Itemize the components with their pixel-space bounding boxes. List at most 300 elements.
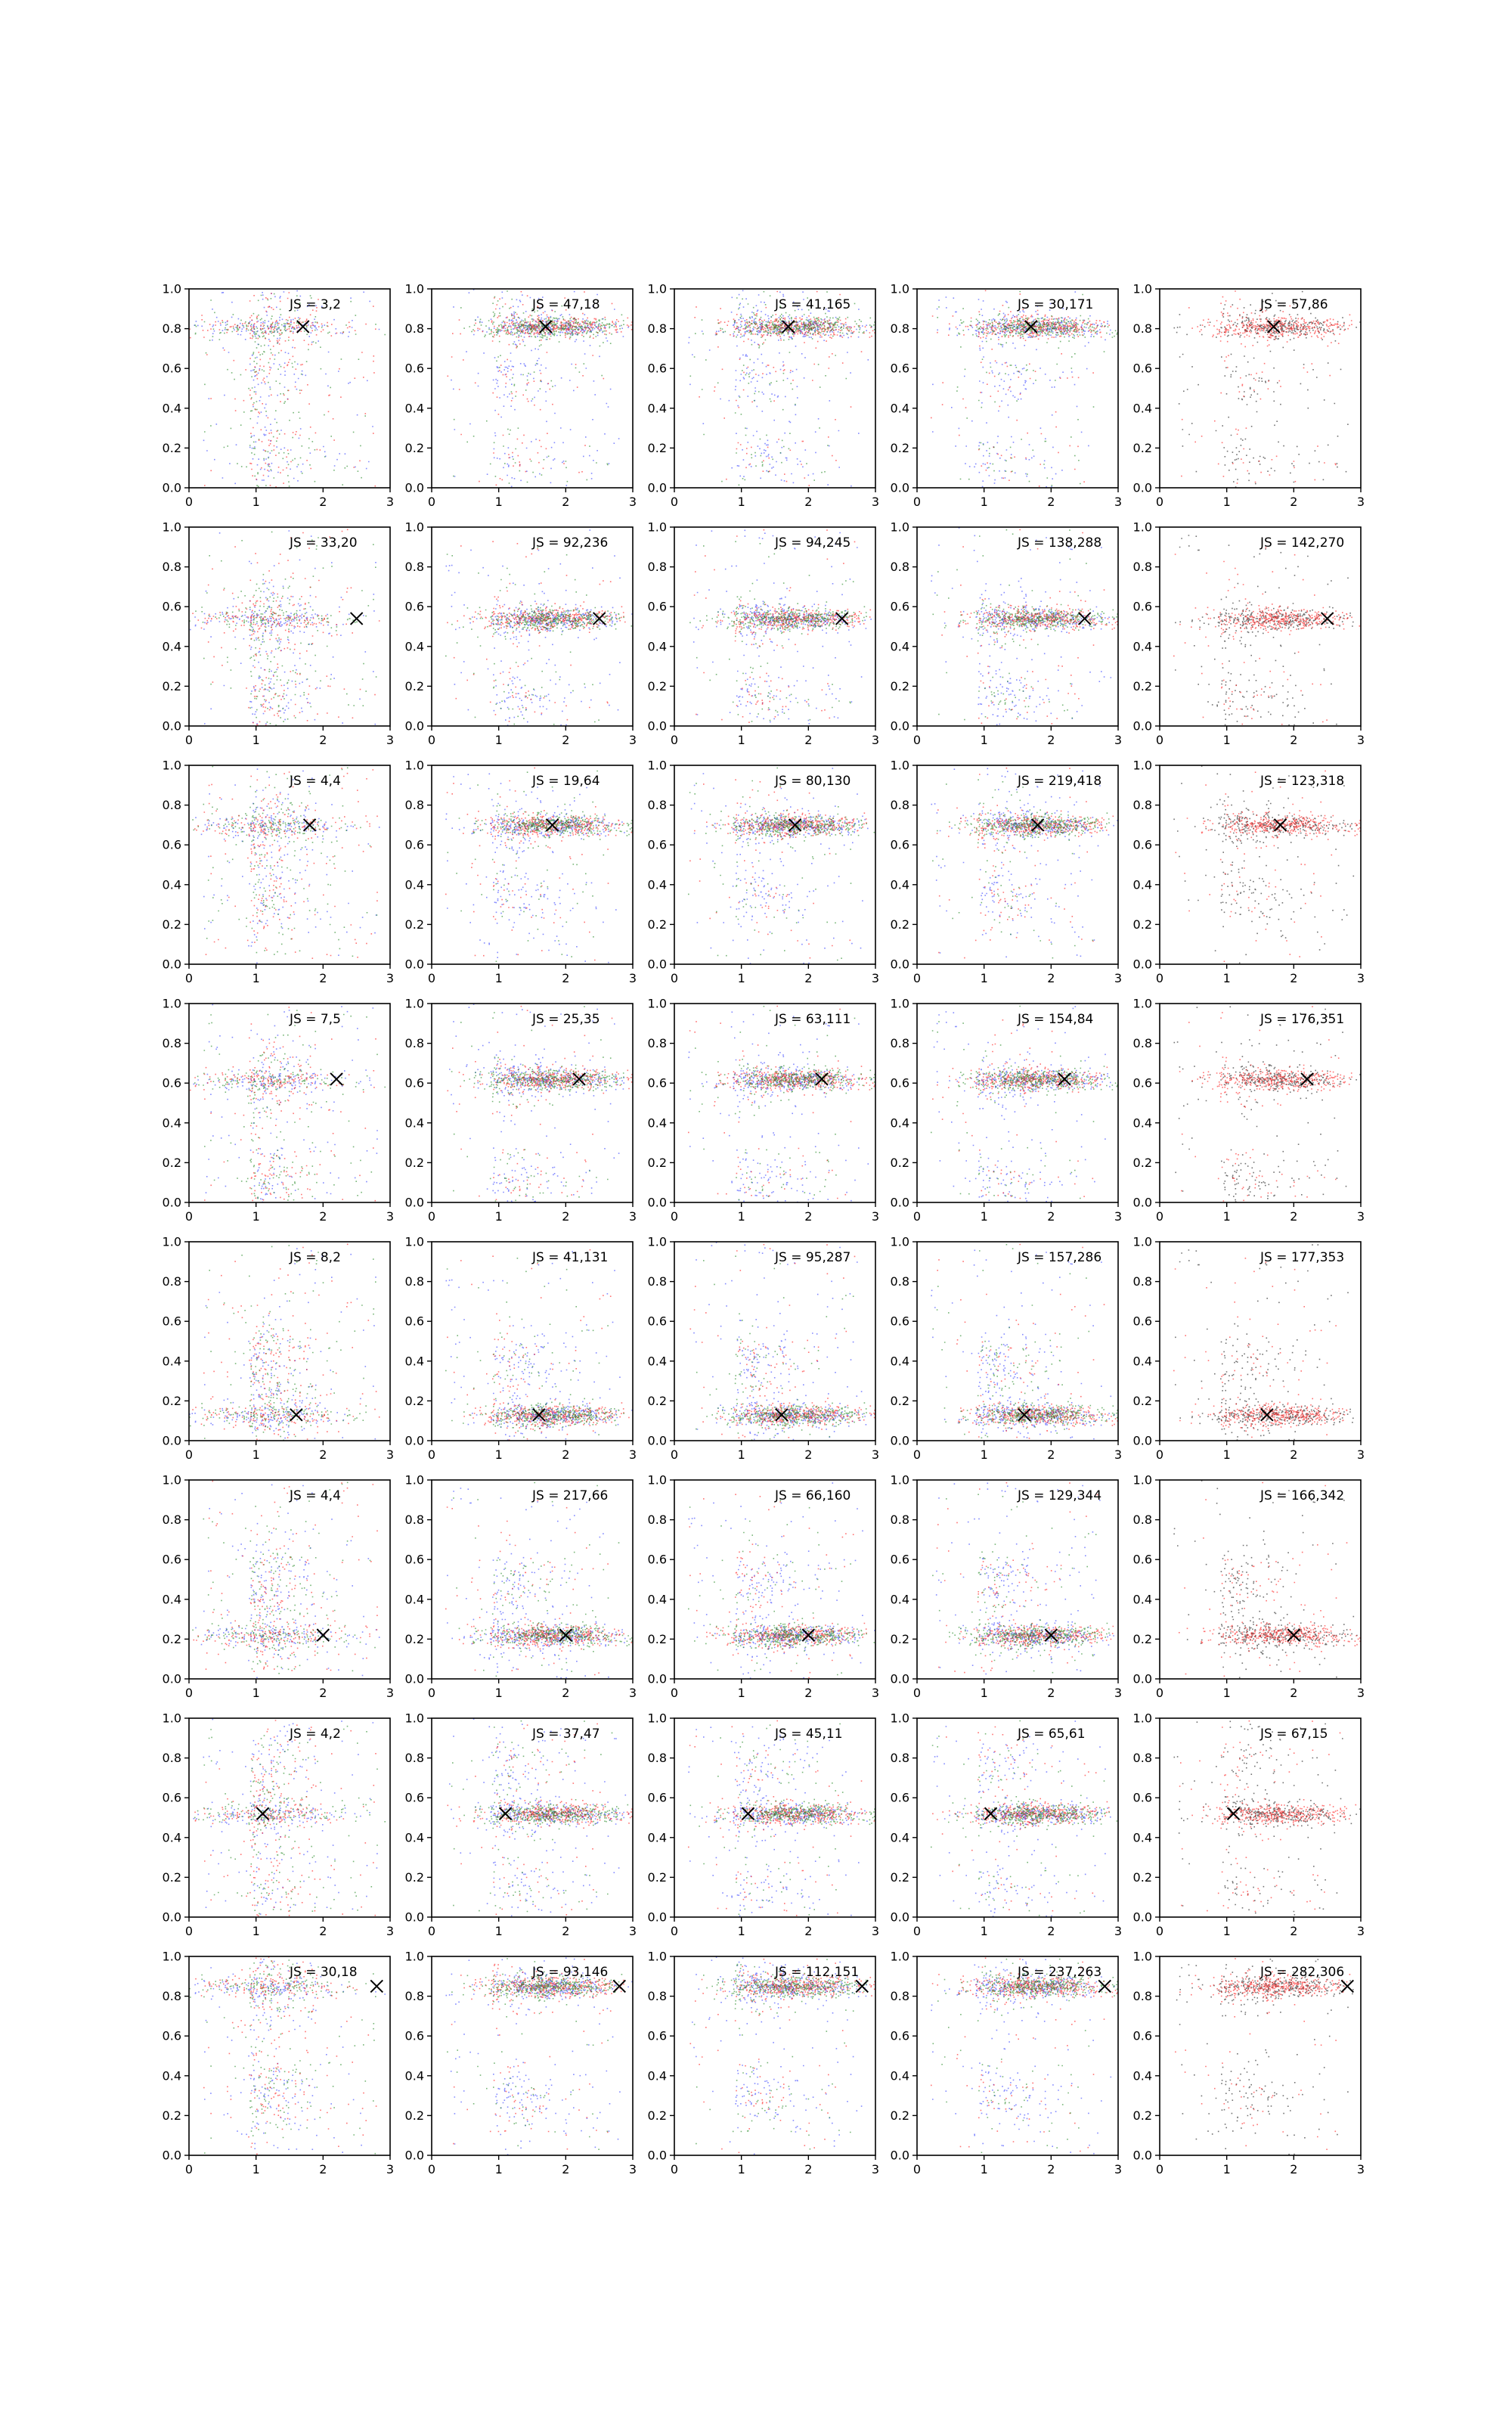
y-tick-label: 0.0 [647,1195,667,1210]
y-tick-label: 0.8 [162,1036,181,1051]
y-tick-label: 0.0 [647,957,667,972]
x-tick-label: 0 [670,2162,679,2176]
y-tick-label: 0.4 [890,1592,909,1607]
x-tick-label: 0 [912,1447,922,1462]
y-tick-label: 1.0 [890,1711,909,1726]
y-tick-label: 0.0 [404,718,424,734]
x-tick-label: 3 [386,971,395,985]
x-tick-label: 1 [494,1686,503,1700]
x-tick-label: 0 [670,1447,679,1462]
js-annotation: JS = 66,160 [775,1488,851,1503]
y-tick-label: 1.0 [162,1472,181,1488]
y-tick-label: 1.0 [647,1711,667,1726]
y-tick-label: 0.6 [647,1552,667,1567]
x-tick-label: 1 [737,971,745,985]
x-tick-label: 2 [562,495,570,509]
x-tick-label: 2 [562,1209,570,1224]
y-tick-label: 0.6 [647,2028,667,2043]
y-tick-label: 1.0 [162,758,181,773]
y-tick-label: 0.6 [404,1552,424,1567]
x-tick-label: 0 [427,1924,436,1938]
y-tick-label: 0.0 [647,1910,667,1925]
x-tick-label: 1 [1222,971,1231,985]
y-tick-label: 0.2 [647,1393,667,1408]
y-tick-label: 0.4 [404,401,424,416]
y-tick-label: 0.4 [404,877,424,892]
y-tick-label: 1.0 [404,1949,424,1964]
y-tick-label: 0.2 [1132,1393,1152,1408]
x-tick-label: 3 [1114,1447,1123,1462]
x-tick-label: 3 [386,733,395,747]
js-annotation: JS = 142,270 [1260,535,1345,551]
y-tick-label: 0.8 [1132,560,1152,575]
y-tick-label: 0.4 [162,1830,181,1845]
y-tick-label: 0.4 [890,401,909,416]
y-tick-label: 0.0 [162,1671,181,1686]
x-tick-label: 3 [871,1447,880,1462]
y-tick-label: 0.8 [1132,1989,1152,2004]
y-tick-label: 0.2 [162,1155,181,1170]
x-tick-label: 0 [912,1686,922,1700]
y-tick-label: 0.0 [162,718,181,734]
y-tick-label: 0.6 [1132,1075,1152,1091]
x-tick-label: 3 [1356,1447,1365,1462]
y-tick-label: 0.8 [890,1274,909,1289]
y-tick-label: 0.6 [647,599,667,614]
x-tick-label: 1 [252,971,260,985]
y-tick-label: 0.6 [162,837,181,852]
y-tick-label: 0.0 [404,480,424,495]
y-tick-label: 1.0 [162,1711,181,1726]
js-annotation: JS = 80,130 [775,774,851,789]
x-tick-label: 1 [980,495,988,509]
y-tick-label: 0.4 [404,2068,424,2083]
y-tick-label: 0.6 [162,1314,181,1329]
x-tick-label: 1 [980,1209,988,1224]
x-tick-label: 1 [980,971,988,985]
x-tick-label: 0 [184,1686,194,1700]
x-tick-label: 3 [1114,971,1123,985]
y-tick-label: 0.4 [404,1115,424,1131]
y-tick-label: 0.6 [162,1075,181,1091]
y-tick-label: 1.0 [890,281,909,296]
y-tick-label: 0.8 [890,1512,909,1528]
x-tick-label: 1 [494,1924,503,1938]
y-tick-label: 0.8 [647,1274,667,1289]
y-tick-label: 0.4 [647,2068,667,2083]
x-tick-label: 2 [1290,1447,1298,1462]
x-tick-label: 2 [804,1209,813,1224]
x-tick-label: 1 [1222,1924,1231,1938]
x-tick-label: 2 [1047,2162,1055,2176]
y-tick-label: 0.0 [890,1671,909,1686]
x-tick-label: 2 [319,1924,327,1938]
x-tick-label: 1 [737,2162,745,2176]
y-tick-label: 0.0 [647,480,667,495]
y-tick-label: 1.0 [404,1472,424,1488]
x-tick-label: 3 [871,733,880,747]
y-tick-label: 1.0 [162,1234,181,1249]
x-tick-label: 3 [1114,1924,1123,1938]
x-tick-label: 0 [1155,495,1164,509]
x-tick-label: 3 [628,2162,637,2176]
y-tick-label: 0.6 [647,361,667,376]
js-annotation: JS = 8,2 [290,1250,341,1265]
y-tick-label: 0.8 [890,1989,909,2004]
y-tick-label: 0.0 [162,1910,181,1925]
x-tick-label: 1 [737,1209,745,1224]
y-tick-label: 0.4 [647,639,667,654]
y-tick-label: 0.8 [647,1512,667,1528]
y-tick-label: 0.2 [890,1393,909,1408]
x-tick-label: 3 [628,1924,637,1938]
y-tick-label: 0.8 [647,1989,667,2004]
y-tick-label: 0.6 [890,1314,909,1329]
x-tick-label: 2 [1047,733,1055,747]
y-tick-label: 0.0 [1132,1195,1152,1210]
x-tick-label: 3 [871,971,880,985]
y-tick-label: 0.0 [890,1910,909,1925]
x-tick-label: 1 [252,733,260,747]
y-tick-label: 0.4 [162,877,181,892]
y-tick-label: 0.0 [1132,2148,1152,2163]
y-tick-label: 0.6 [647,837,667,852]
y-tick-label: 0.2 [647,678,667,693]
y-tick-label: 0.2 [404,2108,424,2123]
x-tick-label: 1 [737,733,745,747]
y-tick-label: 0.6 [890,1552,909,1567]
x-tick-label: 0 [427,971,436,985]
js-annotation: JS = 157,286 [1018,1250,1102,1265]
x-tick-label: 0 [184,1447,194,1462]
js-annotation: JS = 217,66 [532,1488,609,1503]
x-tick-label: 2 [562,1924,570,1938]
x-tick-label: 2 [1290,1686,1298,1700]
y-tick-label: 1.0 [647,1472,667,1488]
x-tick-label: 0 [912,495,922,509]
y-tick-label: 0.2 [647,1869,667,1885]
y-tick-label: 0.2 [404,678,424,693]
x-tick-label: 3 [1356,495,1365,509]
x-tick-label: 3 [871,1209,880,1224]
x-tick-label: 1 [1222,2162,1231,2176]
y-tick-label: 0.8 [890,1751,909,1766]
y-tick-label: 0.2 [890,440,909,455]
x-tick-label: 3 [1356,1209,1365,1224]
x-tick-label: 0 [1155,1686,1164,1700]
x-tick-label: 3 [386,2162,395,2176]
y-tick-label: 0.2 [1132,1631,1152,1646]
x-tick-label: 1 [980,1447,988,1462]
y-tick-label: 0.2 [647,917,667,932]
y-tick-label: 1.0 [1132,1711,1152,1726]
js-annotation: JS = 37,47 [532,1727,600,1742]
x-tick-label: 0 [670,733,679,747]
y-tick-label: 1.0 [890,520,909,535]
y-tick-label: 0.6 [890,1075,909,1091]
js-annotation: JS = 92,236 [532,535,609,551]
x-tick-label: 3 [871,1924,880,1938]
x-tick-label: 0 [184,733,194,747]
y-tick-label: 0.6 [404,1790,424,1805]
y-tick-label: 0.0 [404,2148,424,2163]
y-tick-label: 0.6 [890,361,909,376]
x-tick-label: 1 [1222,1209,1231,1224]
y-tick-label: 1.0 [162,520,181,535]
y-tick-label: 0.0 [162,957,181,972]
y-tick-label: 0.8 [162,560,181,575]
x-tick-label: 2 [804,1686,813,1700]
js-annotation: JS = 63,111 [775,1012,851,1027]
y-tick-label: 1.0 [647,281,667,296]
y-tick-label: 1.0 [404,996,424,1011]
y-tick-label: 0.8 [890,798,909,813]
x-tick-label: 2 [804,2162,813,2176]
x-tick-label: 3 [628,971,637,985]
x-tick-label: 0 [1155,1209,1164,1224]
y-tick-label: 0.2 [404,1393,424,1408]
x-tick-label: 2 [562,1686,570,1700]
js-annotation: JS = 94,245 [775,535,851,551]
x-tick-label: 2 [562,2162,570,2176]
y-tick-label: 0.8 [404,321,424,337]
x-tick-label: 2 [562,733,570,747]
x-tick-label: 2 [804,733,813,747]
js-annotation: JS = 67,15 [1260,1727,1328,1742]
x-tick-label: 2 [1047,1686,1055,1700]
x-tick-label: 3 [1114,733,1123,747]
js-annotation: JS = 112,151 [775,1965,860,1980]
y-tick-label: 1.0 [890,1472,909,1488]
y-tick-label: 0.6 [890,1790,909,1805]
y-tick-label: 0.6 [404,1075,424,1091]
y-tick-label: 0.8 [1132,798,1152,813]
y-tick-label: 0.2 [890,2108,909,2123]
y-tick-label: 0.2 [162,678,181,693]
y-tick-label: 0.4 [1132,401,1152,416]
js-annotation: JS = 237,263 [1018,1965,1102,1980]
y-tick-label: 1.0 [647,1949,667,1964]
x-tick-label: 0 [184,971,194,985]
y-tick-label: 0.6 [890,837,909,852]
x-tick-label: 0 [427,495,436,509]
y-tick-label: 0.0 [404,1910,424,1925]
x-tick-label: 3 [1356,1686,1365,1700]
y-tick-label: 0.4 [890,639,909,654]
y-tick-label: 0.4 [1132,1354,1152,1369]
js-annotation: JS = 93,146 [532,1965,609,1980]
y-tick-label: 0.0 [404,1433,424,1448]
x-tick-label: 0 [427,1447,436,1462]
y-tick-label: 0.2 [1132,678,1152,693]
y-tick-label: 1.0 [1132,1472,1152,1488]
y-tick-label: 1.0 [162,996,181,1011]
x-tick-label: 0 [427,1209,436,1224]
y-tick-label: 0.8 [162,1751,181,1766]
js-annotation: JS = 4,2 [290,1727,341,1742]
x-tick-label: 2 [1290,733,1298,747]
js-annotation: JS = 33,20 [290,535,358,551]
y-tick-label: 0.2 [890,1155,909,1170]
x-tick-label: 1 [980,733,988,747]
x-tick-label: 1 [494,495,503,509]
y-tick-label: 0.2 [1132,917,1152,932]
x-tick-label: 0 [1155,971,1164,985]
y-tick-label: 0.8 [890,1036,909,1051]
y-tick-label: 0.6 [1132,2028,1152,2043]
x-tick-label: 2 [804,1447,813,1462]
x-tick-label: 1 [252,1686,260,1700]
x-tick-label: 1 [494,1447,503,1462]
y-tick-label: 1.0 [647,1234,667,1249]
y-tick-label: 1.0 [890,1234,909,1249]
y-tick-label: 1.0 [162,281,181,296]
y-tick-label: 0.6 [162,1552,181,1567]
y-tick-label: 0.8 [404,1274,424,1289]
js-annotation: JS = 219,418 [1018,774,1102,789]
y-tick-label: 0.0 [890,480,909,495]
y-tick-label: 0.6 [647,1314,667,1329]
x-tick-label: 1 [252,1924,260,1938]
y-tick-label: 1.0 [404,1234,424,1249]
y-tick-label: 0.8 [404,1751,424,1766]
y-tick-label: 0.2 [162,2108,181,2123]
y-tick-label: 0.8 [890,321,909,337]
y-tick-label: 0.8 [647,321,667,337]
js-annotation: JS = 30,171 [1018,297,1094,312]
y-tick-label: 0.4 [890,1354,909,1369]
y-tick-label: 0.6 [404,837,424,852]
y-tick-label: 0.2 [162,917,181,932]
js-annotation: JS = 166,342 [1260,1488,1345,1503]
y-tick-label: 0.6 [404,2028,424,2043]
y-tick-label: 0.4 [1132,1115,1152,1131]
y-tick-label: 0.0 [162,2148,181,2163]
js-annotation: JS = 95,287 [775,1250,851,1265]
y-tick-label: 0.2 [1132,1869,1152,1885]
y-tick-label: 0.4 [647,1592,667,1607]
y-tick-label: 0.8 [647,1036,667,1051]
y-tick-label: 0.4 [404,1592,424,1607]
y-tick-label: 0.4 [890,1830,909,1845]
y-tick-label: 0.8 [1132,1036,1152,1051]
y-tick-label: 1.0 [1132,520,1152,535]
x-tick-label: 0 [1155,1447,1164,1462]
x-tick-label: 3 [628,1447,637,1462]
y-tick-label: 0.0 [647,1433,667,1448]
y-tick-label: 0.8 [162,1989,181,2004]
y-tick-label: 0.0 [1132,718,1152,734]
js-annotation: JS = 47,18 [532,297,600,312]
x-tick-label: 2 [319,1686,327,1700]
y-tick-label: 0.4 [1132,1592,1152,1607]
js-annotation: JS = 30,18 [290,1965,358,1980]
y-tick-label: 0.8 [647,798,667,813]
y-tick-label: 0.4 [647,877,667,892]
y-tick-label: 1.0 [404,758,424,773]
js-annotation: JS = 177,353 [1260,1250,1345,1265]
x-tick-label: 1 [252,495,260,509]
x-tick-label: 3 [628,733,637,747]
y-tick-label: 0.4 [162,401,181,416]
y-tick-label: 1.0 [647,520,667,535]
y-tick-label: 0.8 [404,560,424,575]
x-tick-label: 3 [1114,1209,1123,1224]
y-tick-label: 0.2 [647,1631,667,1646]
x-tick-label: 0 [912,1209,922,1224]
y-tick-label: 0.8 [404,798,424,813]
y-tick-label: 1.0 [1132,1949,1152,1964]
x-tick-label: 0 [670,1924,679,1938]
y-tick-label: 0.0 [890,1195,909,1210]
x-tick-label: 2 [1047,1924,1055,1938]
x-tick-label: 1 [494,2162,503,2176]
y-tick-label: 0.0 [1132,1433,1152,1448]
y-tick-label: 0.2 [1132,1155,1152,1170]
x-tick-label: 1 [1222,1686,1231,1700]
y-tick-label: 0.4 [404,1830,424,1845]
x-tick-label: 0 [427,733,436,747]
x-tick-label: 1 [737,1447,745,1462]
x-tick-label: 3 [1114,2162,1123,2176]
x-tick-label: 2 [319,1447,327,1462]
y-tick-label: 0.4 [890,1115,909,1131]
y-tick-label: 0.4 [1132,877,1152,892]
x-tick-label: 3 [628,1209,637,1224]
y-tick-label: 0.0 [647,718,667,734]
x-tick-label: 0 [912,1924,922,1938]
y-tick-label: 0.4 [890,877,909,892]
y-tick-label: 0.2 [890,678,909,693]
x-tick-label: 0 [1155,2162,1164,2176]
y-tick-label: 1.0 [162,1949,181,1964]
x-tick-label: 3 [1356,733,1365,747]
y-tick-label: 0.4 [647,1115,667,1131]
js-annotation: JS = 41,165 [775,297,851,312]
y-tick-label: 0.6 [162,2028,181,2043]
x-tick-label: 2 [1290,971,1298,985]
y-tick-label: 1.0 [404,281,424,296]
x-tick-label: 1 [1222,733,1231,747]
y-tick-label: 0.0 [647,2148,667,2163]
y-tick-label: 1.0 [1132,758,1152,773]
y-tick-label: 0.8 [647,560,667,575]
y-tick-label: 0.0 [1132,1671,1152,1686]
x-tick-label: 2 [1047,1209,1055,1224]
y-tick-label: 0.0 [404,1195,424,1210]
y-tick-label: 1.0 [890,1949,909,1964]
x-tick-label: 2 [319,495,327,509]
y-tick-label: 0.2 [162,1869,181,1885]
y-tick-label: 0.6 [1132,1552,1152,1567]
x-tick-label: 1 [494,1209,503,1224]
y-tick-label: 0.6 [647,1790,667,1805]
y-tick-label: 0.2 [647,2108,667,2123]
y-tick-label: 1.0 [404,520,424,535]
y-tick-label: 0.8 [647,1751,667,1766]
js-annotation: JS = 25,35 [532,1012,600,1027]
x-tick-label: 3 [628,495,637,509]
y-tick-label: 0.6 [1132,1790,1152,1805]
y-tick-label: 0.0 [890,957,909,972]
x-tick-label: 3 [628,1686,637,1700]
y-tick-label: 0.8 [404,1512,424,1528]
y-tick-label: 0.0 [162,1195,181,1210]
x-tick-label: 0 [670,971,679,985]
x-tick-label: 0 [670,495,679,509]
y-tick-label: 0.2 [162,1393,181,1408]
y-tick-label: 0.2 [1132,440,1152,455]
